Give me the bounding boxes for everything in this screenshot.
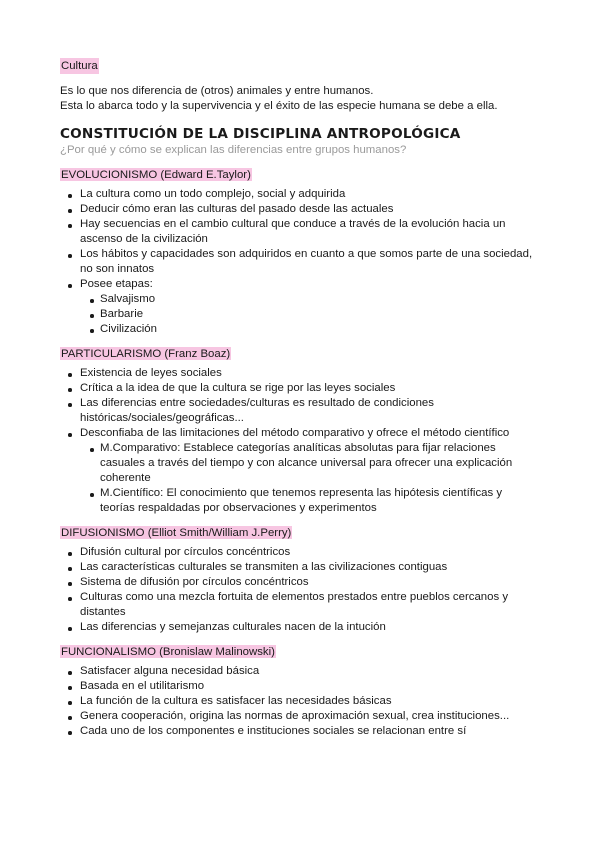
list-item: Existencia de leyes sociales bbox=[60, 366, 540, 381]
list-item: Sistema de difusión por círculos concéntricos bbox=[60, 575, 540, 590]
list-item: Difusión cultural por círculos concéntricos bbox=[60, 545, 540, 560]
metodos-list bbox=[80, 441, 540, 516]
evolucionismo-label: EVOLUCIONISMO (Edward E.Taylor) bbox=[61, 169, 251, 181]
difusionismo-list bbox=[60, 545, 540, 635]
difusionismo-section bbox=[60, 526, 540, 635]
cultura-line-1: Es lo que nos diferencia de (otros) animales y entre humanos. bbox=[60, 85, 374, 97]
evolucionismo-list bbox=[60, 187, 540, 337]
particularismo-label: PARTICULARISMO (Franz Boaz) bbox=[61, 348, 231, 360]
list-item: M.Científico: El conocimiento que tenemos representa las hipótesis científicas y teorías respaldadas por observaciones y experimentos bbox=[80, 486, 540, 516]
list-item: Barbarie bbox=[80, 307, 540, 322]
list-item: Deducir cómo eran las culturas del pasado desde las actuales bbox=[60, 202, 540, 217]
cultura-line-2: Esta lo abarca todo y la supervivencia y el éxito de las especie humana se debe a ella. bbox=[60, 100, 498, 112]
list-item: La cultura como un todo complejo, social y adquirida bbox=[60, 187, 540, 202]
list-item: Las diferencias entre sociedades/culturas es resultado de condiciones históricas/sociales/geográficas... bbox=[60, 396, 540, 426]
etapas-list bbox=[80, 292, 540, 337]
funcionalismo-label: FUNCIONALISMO (Bronislaw Malinowski) bbox=[61, 646, 275, 658]
list-item: Las características culturales se transmiten a las civilizaciones contiguas bbox=[60, 560, 540, 575]
particularismo-list bbox=[60, 366, 540, 516]
etapas-label: Posee etapas: bbox=[80, 278, 153, 290]
list-item: Hay secuencias en el cambio cultural que conduce a través de la evolución hacia un ascenso de la civilización bbox=[60, 217, 540, 247]
difusionismo-label: DIFUSIONISMO (Elliot Smith/William J.Perry) bbox=[61, 527, 292, 539]
list-item: Culturas como una mezcla fortuita de elementos prestados entre pueblos cercanos y distantes bbox=[60, 590, 540, 620]
list-item: Cada uno de los componentes e instituciones sociales se relacionan entre sí bbox=[60, 724, 540, 739]
evolucionismo-section bbox=[60, 168, 540, 337]
particularismo-section bbox=[60, 347, 540, 516]
list-item: Los hábitos y capacidades son adquiridos en cuanto a que somos parte de una sociedad, no son innatos bbox=[60, 247, 540, 277]
document-content bbox=[60, 58, 540, 739]
list-item: Basada en el utilitarismo bbox=[60, 679, 540, 694]
cultura-label: Cultura bbox=[61, 60, 98, 72]
main-heading: CONSTITUCIÓN DE LA DISCIPLINA ANTROPOLÓGICA bbox=[60, 126, 461, 142]
list-item bbox=[60, 277, 540, 337]
cultura-definition bbox=[60, 84, 540, 114]
list-item: Crítica a la idea de que la cultura se rige por las leyes sociales bbox=[60, 381, 540, 396]
metodo-text: Desconfiaba de las limitaciones del método comparativo y ofrece el método científico bbox=[80, 427, 510, 439]
list-item: Genera cooperación, origina las normas de aproximación sexual, crea instituciones... bbox=[60, 709, 540, 724]
cultura-section bbox=[60, 58, 540, 114]
list-item: Las diferencias y semejanzas culturales nacen de la intución bbox=[60, 620, 540, 635]
list-item: La función de la cultura es satisfacer las necesidades básicas bbox=[60, 694, 540, 709]
funcionalismo-list bbox=[60, 664, 540, 739]
list-item: M.Comparativo: Establece categorías analíticas absolutas para fijar relaciones casuales a través del tiempo y con alcance universal para ofrecer una explicación coherente bbox=[80, 441, 540, 486]
list-item: Salvajismo bbox=[80, 292, 540, 307]
list-item: Civilización bbox=[80, 322, 540, 337]
main-subtitle: ¿Por qué y cómo se explican las diferencias entre grupos humanos? bbox=[60, 144, 407, 156]
list-item: Satisfacer alguna necesidad básica bbox=[60, 664, 540, 679]
funcionalismo-section bbox=[60, 645, 540, 739]
list-item bbox=[60, 426, 540, 516]
